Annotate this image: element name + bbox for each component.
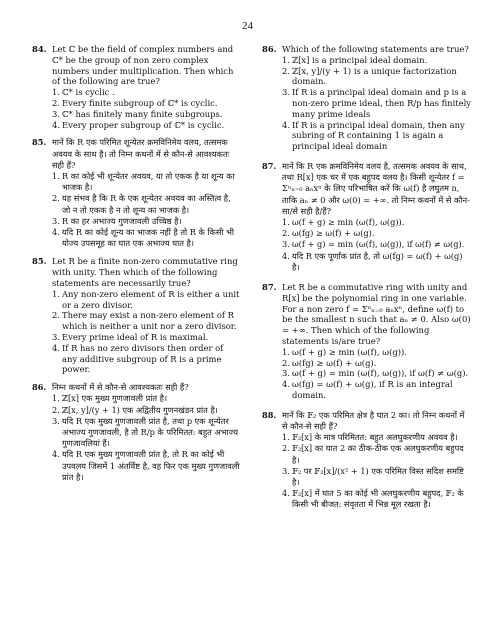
question-number: 86. [262, 44, 277, 54]
option-text: 𝔽₂[x] का घात 2 का ठीक-ठीक एक अलघुकरणीय बहुपद है। [292, 443, 464, 465]
option [282, 379, 472, 401]
option [52, 109, 240, 120]
option-list [282, 347, 472, 401]
option-text: ℤ[x, y]/(y + 1) is a unique factorization domain. [292, 65, 457, 87]
option-text: यदि R एक पूर्णांक प्रांत है, तो ω(fg) = ω(f) + ω(g) है। [292, 250, 463, 272]
question-87-en [262, 282, 472, 401]
question-85-en [32, 256, 240, 375]
option-text: यह संभव है कि R के एक शून्येतर अवयव का अस्तित्व है, जो न तो एकक है न तो शून्य का भाजक है। [62, 193, 231, 215]
option-number: 4. [282, 488, 290, 499]
option [282, 443, 472, 465]
question-stem: Let ℂ be the field of complex numbers and ℂ* be the group of non zero complex numbers under multiplication. Then which of the following are true? [52, 44, 234, 87]
option-list [52, 393, 240, 483]
option-number: 4. [52, 342, 60, 353]
question-87-hi [262, 161, 472, 273]
option-text: 𝔽₂ पर 𝔽₂[x]/(x² + 1) एक परिमित विस्त सदिश समष्टि है। [292, 465, 464, 487]
option [282, 120, 472, 152]
option-text: Every proper subgroup of ℂ* is cyclic. [62, 119, 225, 130]
option [282, 87, 472, 119]
option [282, 251, 472, 273]
question-number: 84. [32, 44, 47, 54]
option-number: 1. [52, 87, 60, 98]
option-text: 𝔽₂[x] के मात्र परिमितत: बहुत अलघुकरणीय अवयव है। [292, 432, 458, 443]
question-84-en [32, 44, 240, 130]
option [52, 416, 240, 450]
option-text: If R has no zero divisors then order of any additive subgroup of R is a prime power. [62, 342, 224, 375]
option-number: 3. [52, 108, 60, 119]
option [282, 358, 472, 369]
question-number: 87. [262, 160, 277, 171]
question-88-hi [262, 410, 472, 511]
option-number: 4. [52, 119, 60, 130]
option [282, 66, 472, 88]
option-number: 4. [282, 379, 290, 390]
question-86-en [262, 44, 472, 152]
option-number: 2. [52, 193, 60, 204]
option-list [282, 55, 472, 152]
option-text: 𝔽₂[x] में घात 5 का कोई भी अलघुकरणीय बहुपद, 𝔽₂ के किसी भी बीजत: संवृतता में भिन्न मूल रखता है। [292, 488, 464, 510]
option [52, 193, 240, 215]
option [52, 332, 240, 343]
option-text: There may exist a non-zero element of R which is neither a unit nor a zero divisor. [62, 310, 237, 332]
question-stem: मानें कि R एक परिमित शून्येतर क्रमविनिमेय वलय, तत्समक अवयव के साथ है। तो निम्न कथनों में से कौन-से आवश्यकतः सही हैं? [52, 137, 230, 170]
left-column [32, 44, 240, 483]
option-text: Any non-zero element of R is either a unit or a zero divisor. [62, 288, 240, 310]
option-text: ℤ[x] एक मुख्य गुणजावली प्रांत है। [62, 393, 168, 404]
option-text: ℂ* is cyclic . [62, 87, 115, 98]
option-number: 4. [282, 250, 290, 261]
question-86-hi [32, 382, 240, 483]
option [52, 405, 240, 416]
option-number: 2. [52, 97, 60, 108]
option-text: ℂ* has finitely many finite subgroups. [62, 108, 223, 119]
option-text: ω(fg) = ω(f) + ω(g), if R is an integral domain. [292, 379, 453, 400]
question-number: 86. [32, 382, 47, 393]
question-stem: Let R be a finite non-zero commutative ring with unity. Then which of the following statements are necessarily true? [52, 256, 238, 288]
question-stem: Which of the following statements are true? [282, 44, 469, 54]
option-text: ω(fg) ≥ ω(f) + ω(g). [292, 357, 377, 368]
option-list [52, 289, 240, 375]
option [52, 449, 240, 483]
option [52, 289, 240, 311]
option-text: Every finite subgroup of ℂ* is cyclic. [62, 97, 218, 108]
option [282, 368, 472, 379]
option [282, 55, 472, 66]
option-number: 3. [52, 415, 60, 426]
option-text: यदि R का कोई शून्य का भाजक नहीं है तो R के किसी भी योज्य उपसमूह का घात एक अभाज्य घात है। [62, 227, 234, 249]
option-text: Every prime ideal of R is maximal. [62, 331, 209, 342]
option-text: ω(f + g) ≥ min (ω(f), ω(g)). [292, 346, 407, 357]
page-number: 24 [242, 20, 253, 32]
option-text: R का कोई भी शून्येतर अवयव, या तो एकक है या शून्य का भाजक है। [62, 170, 235, 193]
option-number: 2. [52, 404, 60, 415]
option-list [282, 217, 472, 273]
right-column [262, 44, 472, 511]
option [52, 171, 240, 193]
option-list [282, 432, 472, 510]
option-text: If R is a principal ideal domain, then any subring of R containing 1 is again a principal ideal domain [292, 119, 465, 152]
question-85-hi [32, 137, 240, 249]
option [52, 120, 240, 131]
option-number: 1. [52, 288, 60, 299]
option-text: ω(f + g) = min (ω(f), ω(g)), if ω(f) ≠ ω(g). [292, 368, 469, 379]
question-number: 88. [262, 409, 277, 420]
option-number: 2. [282, 65, 290, 76]
option-number: 3. [52, 331, 60, 342]
option [282, 347, 472, 358]
question-number: 85. [32, 256, 47, 267]
option-text: ℤ[x] is a principal ideal domain. [292, 54, 428, 65]
option [52, 343, 240, 375]
question-stem: मानें कि 𝔽₂ एक परिमित क्षेत्र है घात 2 का। तो निम्न कथनों में से कौन-से सही हैं? [282, 409, 465, 431]
option-list [52, 171, 240, 249]
option-number: 1. [282, 216, 290, 227]
option-number: 3. [282, 239, 290, 250]
option-number: 1. [52, 170, 60, 181]
option-text: ℤ[x, y]/(y + 1) एक अद्वितीय गुणनखंडन प्रांत है। [62, 404, 218, 415]
option [52, 87, 240, 98]
option-number: 4. [52, 227, 60, 237]
option-text: यदि R एक मुख्य गुणजावली प्रांत है, तो R का कोई भी उपवलय जिसमें 1 अंतर्विष्ट है, वह फिर एक मुख्य गुणजावली प्रांत है। [62, 449, 240, 482]
option [282, 466, 472, 488]
option-number: 2. [52, 310, 60, 321]
option [282, 488, 472, 510]
option-text: R का हर अभाज्य गुणजावली उच्चिष्ठ है। [62, 215, 182, 226]
option [282, 217, 472, 228]
option-number: 2. [282, 357, 290, 368]
question-stem: निम्न कथनों में से कौन-से आवश्यकतः सही हैं? [52, 382, 189, 393]
option-text: ω(f + g) ≥ min (ω(f), ω(g)). [292, 216, 405, 227]
option [52, 227, 240, 249]
option [282, 432, 472, 443]
option [52, 393, 240, 404]
option-number: 3. [282, 87, 290, 98]
option-number: 3. [282, 368, 290, 379]
option-number: 2. [282, 228, 290, 239]
option-text: If R is a principal ideal domain and p is a non-zero prime ideal, then R/p has finitely many prime ideals [292, 87, 471, 119]
question-number: 87. [262, 282, 277, 292]
option-number: 1. [282, 54, 290, 65]
option-number: 4. [52, 449, 60, 460]
option-number: 1. [282, 432, 290, 443]
question-stem: Let R be a commutative ring with unity and R[x] be the polynomial ring in one variable. For a non zero f = Σⁿₙ₌₀ aₙxⁿ, define ω(f) to be the smallest n such that aₙ ≠ 0. Also ω(0) = +∞. Then which of the following statements is/are true? [282, 282, 471, 346]
option-number: 1. [52, 393, 60, 404]
option [52, 310, 240, 332]
option-text: ω(fg) ≥ ω(f) + ω(g). [292, 228, 375, 239]
option-list [52, 87, 240, 130]
option-number: 3. [282, 465, 290, 476]
option [52, 98, 240, 109]
option-number: 4. [282, 119, 290, 130]
option [52, 216, 240, 227]
option-number: 2. [282, 443, 290, 454]
option-number: 1. [282, 346, 290, 357]
option-text: यदि R एक मुख्य गुणजावली प्रांत है, तथा p एक शून्येतर अभाज्य गुणजावली, है तो R/p के परिमितत: बहुत अभाज्य गुणजावलियां हैं। [62, 415, 239, 449]
option-number: 3. [52, 215, 60, 226]
option [282, 228, 472, 239]
option [282, 239, 472, 250]
option-text: ω(f + g) = min (ω(f), ω(g)), if ω(f) ≠ ω(g). [292, 239, 465, 250]
question-stem: मानें कि R एक क्रमविनिमेय वलय है, तत्समक अवयव के साथ, तथा R[x] एक चर में एक बहुपद वलय है। किसी शून्येतर f = Σⁿₙ₌₀ aₙxⁿ के लिए परिभाषित करें कि ω(f) है लघुतम n, ताकि aₙ ≠ 0 और ω(0) = +∞. तो निम्न कथनों में से कौन-सा/से सही है/हैं? [282, 160, 470, 216]
question-number: 85. [32, 137, 47, 148]
